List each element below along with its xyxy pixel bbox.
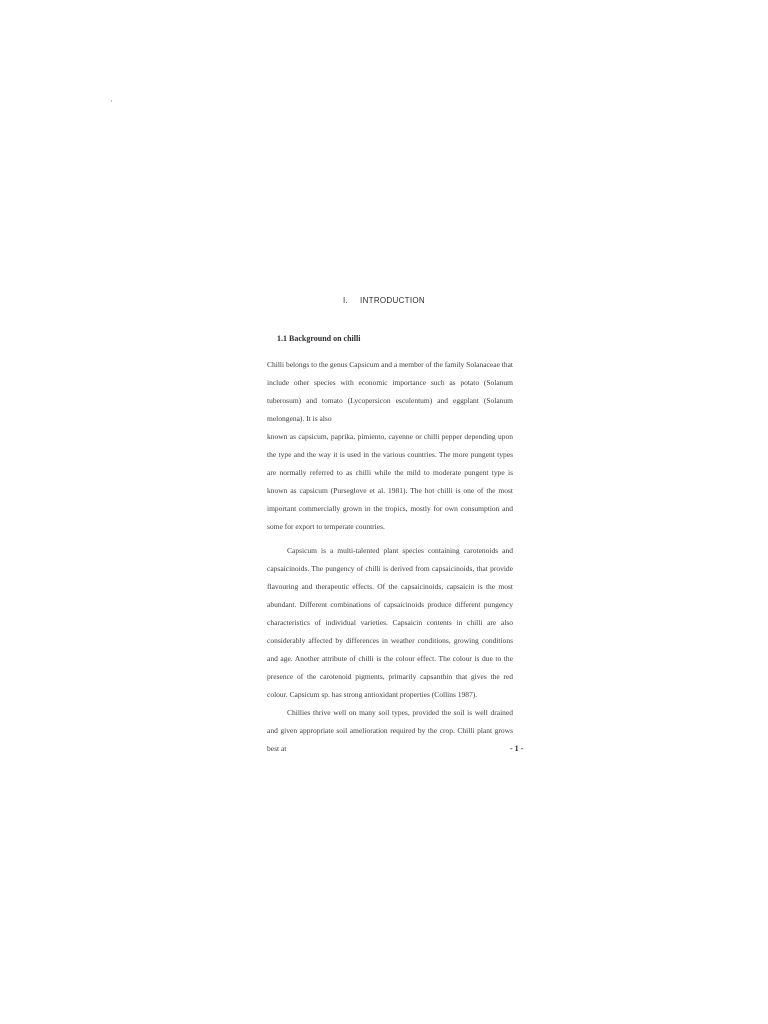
scan-speck: · bbox=[110, 96, 113, 106]
page-number: - 1 - bbox=[510, 744, 524, 753]
body-text bbox=[267, 356, 513, 758]
section-heading: 1.1 Background on chilli bbox=[277, 334, 361, 343]
paragraph: Chilli belongs to the genus Capsicum and a member of the family Solanaceae that include other species with economic importance such as potato (Solanum tuberosum) and tomato (Lycopersicon esculentum) and eggplant (Solanum melongena). It is also bbox=[267, 360, 513, 423]
paragraph: known as capsicum, paprika, pimiento, cayenne or chilli pepper depending upon the type and the way it is used in the various countries. The more pungent types are normally referred to as chilli while the mild to moderate pungent type is known as capsicum (Purseglove et al. 1981). The hot chilli is one of the most important commercially grown in the tropics, mostly for own consumption and some for export to temperate countries. bbox=[267, 432, 513, 531]
paragraph: Chillies thrive well on many soil types, provided the soil is well drained and given appropriate soil amelioration required by the crop. Chilli plant grows best at bbox=[267, 708, 513, 753]
paragraph: Capsicum is a multi-talented plant species containing carotenoids and capsaicinoids. The pungency of chilli is derived from capsaicinoids, that provide flavouring and therapeutic effects. Of the capsaicinoids, capsaicin is the most abundant. Different combinations of capsaicinoids produce different pungency characteristics of individual varieties. Capsaicin contents in chilli are also considerably affected by differences in weather conditions, growing conditions and age. Another attribute of chilli is the colour effect. The colour is due to the presence of the carotenoid pigments, primarily capsanthin that gives the red colour. Capsicum sp. has strong antioxidant properties (Collins 1987). bbox=[267, 546, 513, 699]
chapter-heading bbox=[0, 296, 768, 305]
chapter-title: INTRODUCTION bbox=[360, 296, 425, 305]
chapter-number: I. bbox=[343, 296, 349, 305]
